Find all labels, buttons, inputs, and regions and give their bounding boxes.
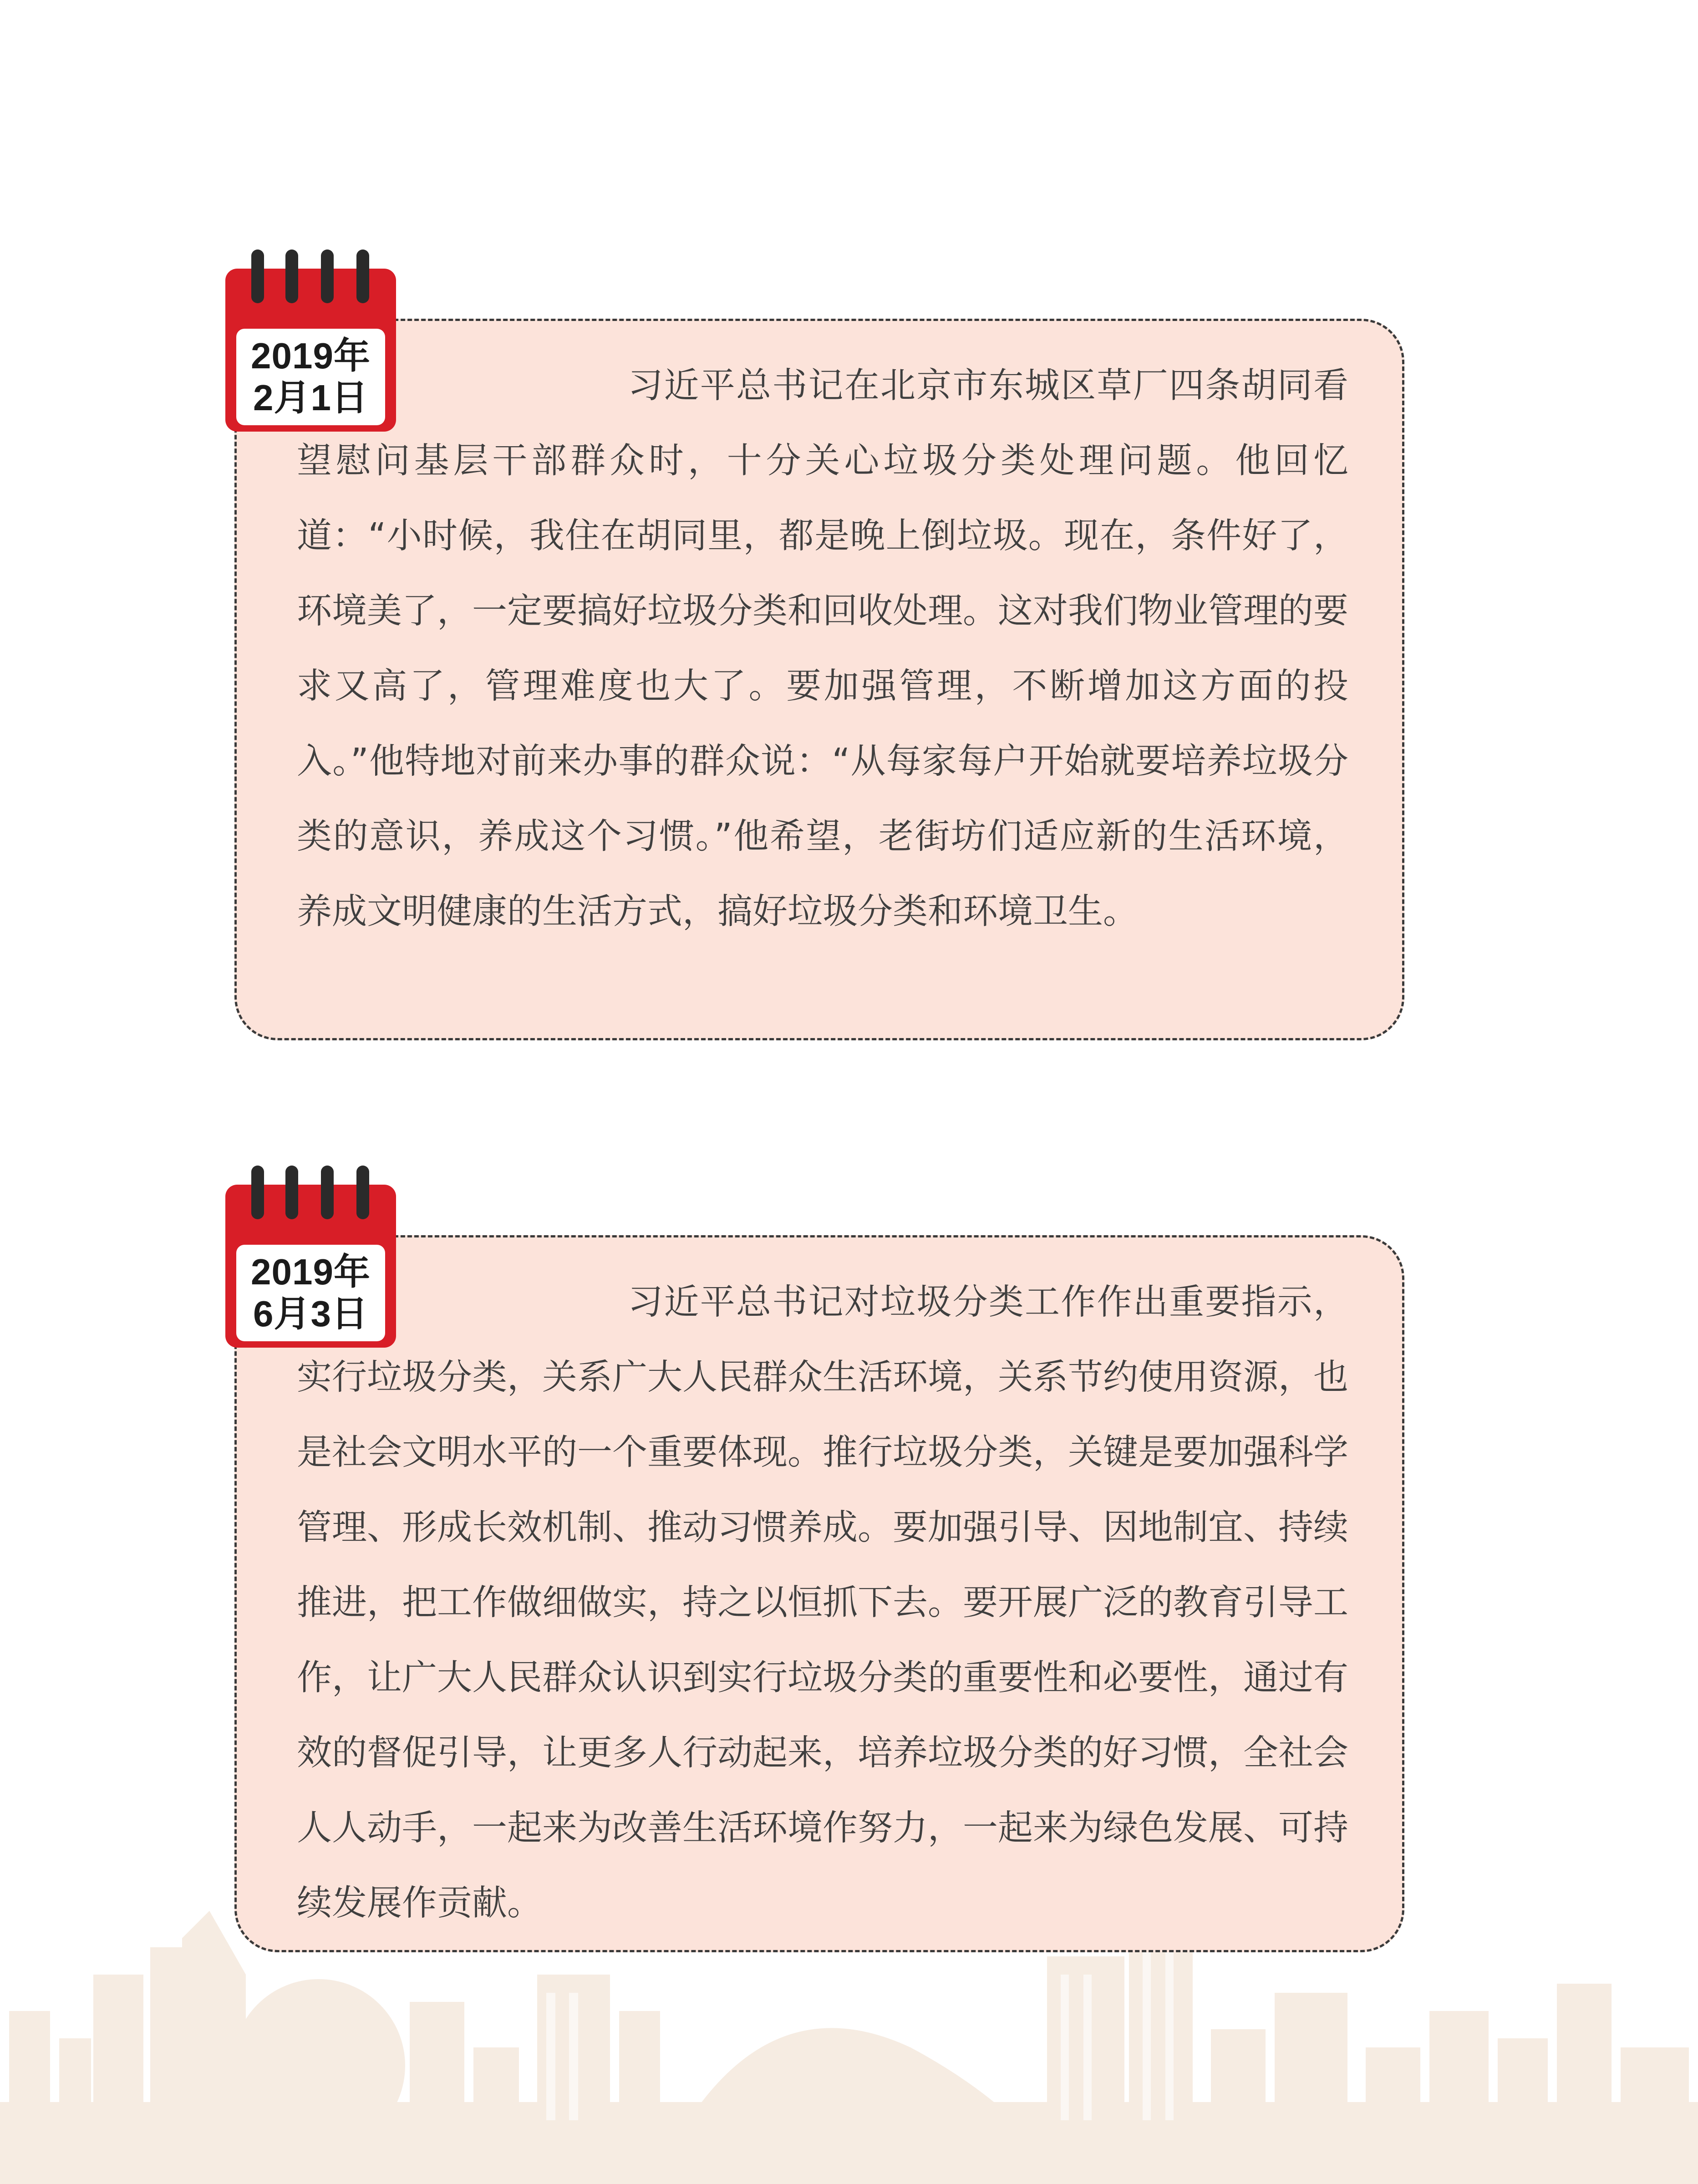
event-card (234, 1235, 1404, 1952)
calendar-ring-icon (356, 1166, 369, 1219)
event-card (234, 319, 1404, 1040)
date-day: 6月3日 (253, 1293, 368, 1334)
event-description (297, 1265, 1348, 1941)
date-day: 2月1日 (253, 377, 368, 418)
event-description-body: 基层干部群众时，十分关心垃圾分类处理问题。他回忆道：“小时候，我住在胡同里，都是晚上倒垃圾。现在，条件好了，环境美了，一定要搞好垃圾分类和回收处理。这对我们物业管理的要求又高了，管理难度也大了。要加强管理，不断增加这方面的投入。”他特地对前来办事的群众说：“从每家每户开始就要培养垃圾分类的意识，养成这个习惯。”他希望，老街坊们适应新的生活环境，养成文明健康的生活方式，搞好垃圾分类和环境卫生。 (297, 441, 1349, 932)
date-year: 2019年 (251, 336, 371, 376)
calendar-date-badge (225, 249, 396, 432)
calendar-ring-icon (251, 249, 264, 303)
calendar-ring-icon (285, 249, 298, 303)
event-description (297, 348, 1348, 949)
calendar-date-badge (225, 1166, 396, 1348)
event-description-first-line: 习近平总书记在北京市东城区草厂四条胡同看望慰问 (297, 366, 1348, 481)
calendar-ring-icon (321, 249, 334, 303)
calendar-ring-icon (321, 1166, 334, 1219)
calendar-ring-icon (356, 249, 369, 303)
calendar-ring-icon (251, 1166, 264, 1219)
event-description-first-line: 习近平总书记对垃圾分类工作作出重要指示，实行垃 (297, 1282, 1348, 1398)
calendar-ring-icon (285, 1166, 298, 1219)
date-year: 2019年 (251, 1252, 371, 1292)
event-description-body: 圾分类，关系广大人民群众生活环境，关系节约使用资源，也是社会文明水平的一个重要体现。推行垃圾分类，关键是要加强科学管理、形成长效机制、推动习惯养成。要加强引导、因地制宜、持续推进，把工作做细做实，持之以恒抓下去。要开展广泛的教育引导工作，让广大人民群众认识到实行垃圾分类的重要性和必要性，通过有效的督促引导，让更多人行动起来，培养垃圾分类的好习惯，全社会人人动手，一起来为改善生活环境作努力，一起来为绿色发展、可持续发展作贡献。 (297, 1357, 1348, 1924)
